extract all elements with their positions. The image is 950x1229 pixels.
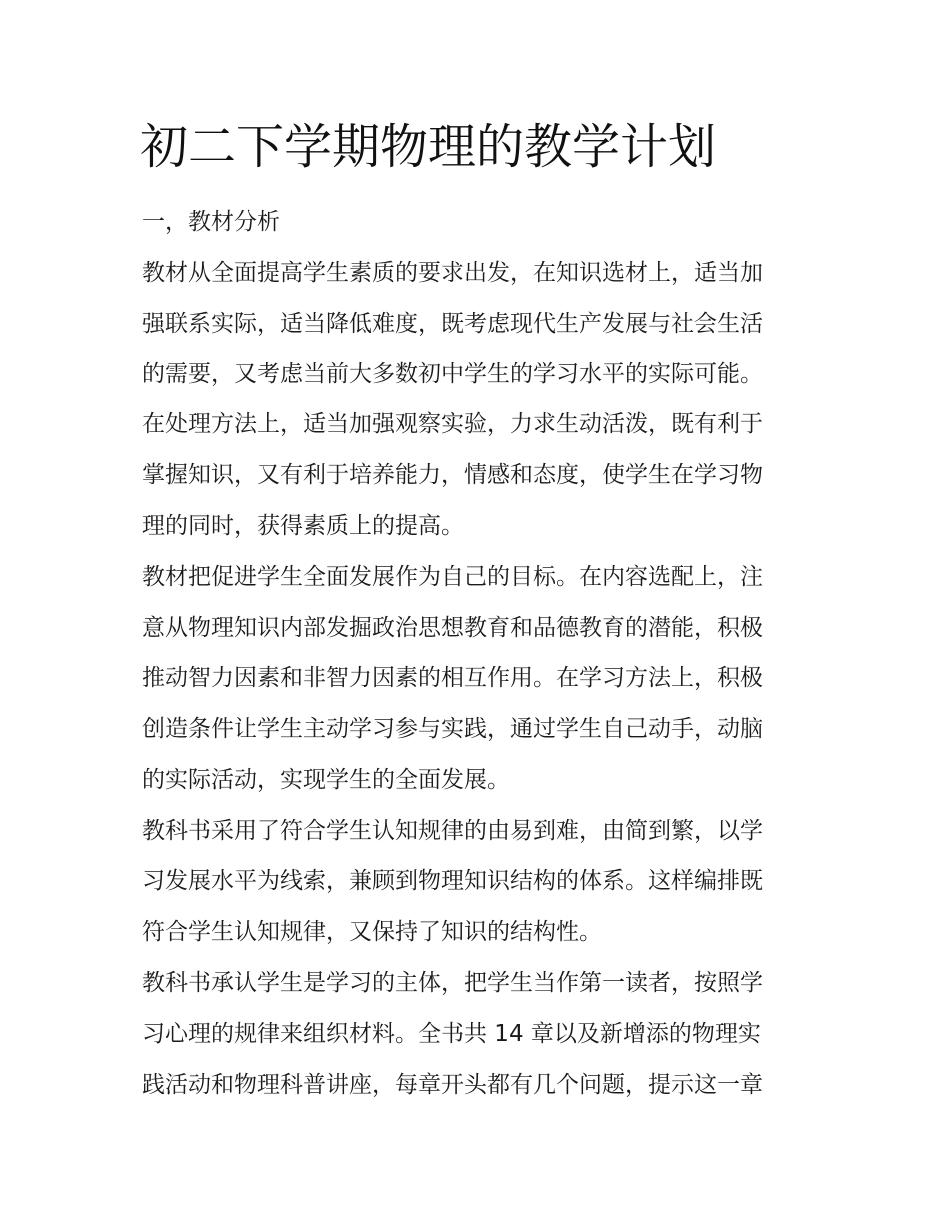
paragraph-line: 践活动和物理科普讲座，每章开头都有几个问题，提示这一章 (142, 1072, 763, 1098)
paragraph-line: 在处理方法上，适当加强观察实验，力求生动活泼，既有利于 (142, 411, 763, 437)
paragraph-line: 符合学生认知规律，又保持了知识的结构性。 (142, 919, 602, 945)
paragraph-line: 教科书承认学生是学习的主体，把学生当作第一读者，按照学 (142, 970, 763, 996)
paragraph-line: 掌握知识，又有利于培养能力，情感和态度，使学生在学习物 (142, 462, 763, 488)
section-heading: 一，教材分析 (142, 209, 280, 235)
document-title: 初二下学期物理的教学计划 (140, 119, 717, 175)
paragraph-line: 的实际活动，实现学生的全面发展。 (142, 767, 510, 793)
paragraph-line: 教科书采用了符合学生认知规律的由易到难，由简到繁，以学 (142, 818, 763, 844)
paragraph-line: 推动智力因素和非智力因素的相互作用。在学习方法上，积极 (142, 665, 763, 691)
paragraph-line: 习心理的规律来组织材料。全书共 14 章以及新增添的物理实 (142, 1021, 761, 1047)
paragraph-line: 创造条件让学生主动学习参与实践，通过学生自己动手，动脑 (142, 716, 763, 742)
paragraph-line: 教材把促进学生全面发展作为自己的目标。在内容选配上，注 (142, 564, 763, 590)
paragraph-line: 强联系实际，适当降低难度，既考虑现代生产发展与社会生活 (142, 311, 763, 337)
paragraph-line: 理的同时，获得素质上的提高。 (142, 513, 464, 539)
paragraph-line: 教材从全面提高学生素质的要求出发，在知识选材上，适当加 (142, 260, 763, 286)
paragraph-line: 习发展水平为线索，兼顾到物理知识结构的体系。这样编排既 (142, 868, 763, 894)
paragraph-line: 的需要，又考虑当前大多数初中学生的学习水平的实际可能。 (142, 361, 763, 387)
paragraph-line: 意从物理知识内部发掘政治思想教育和品德教育的潜能，积极 (142, 615, 763, 641)
